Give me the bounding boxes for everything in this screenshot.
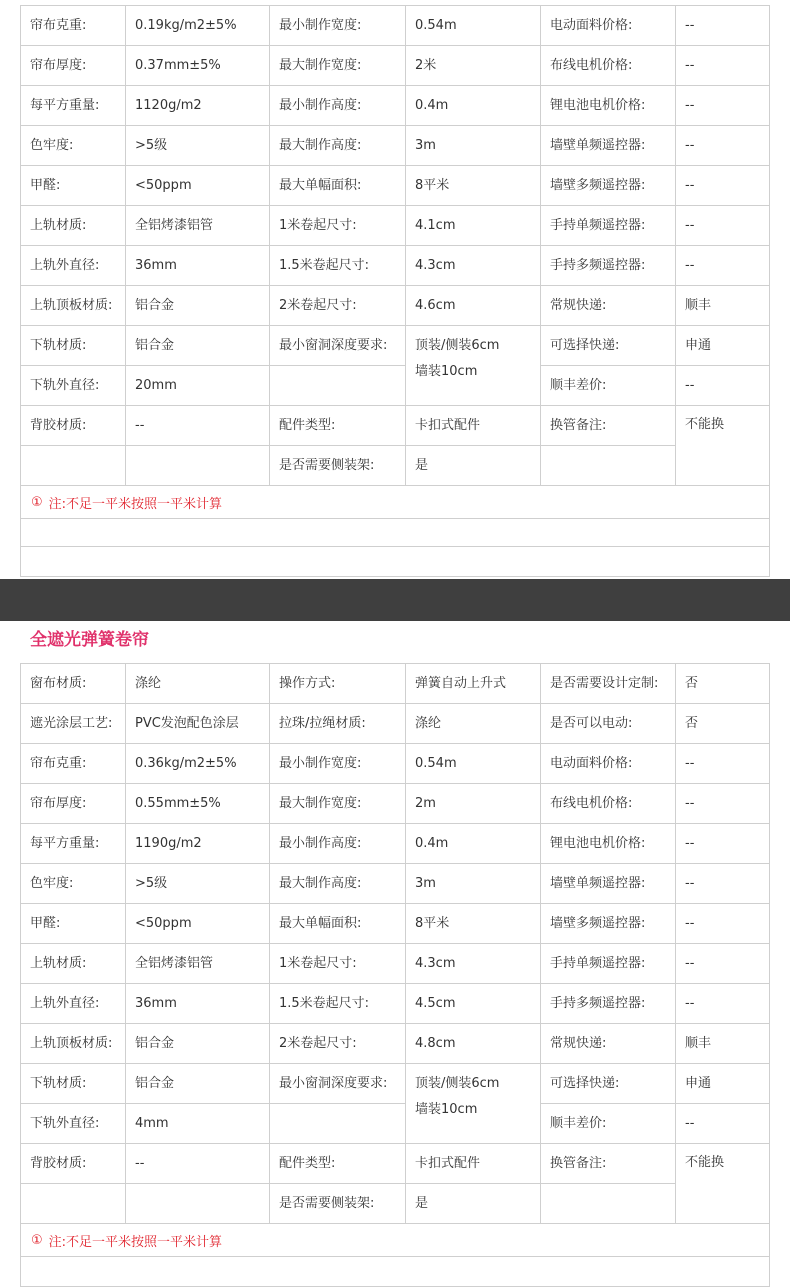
- spec-value: 全铝烤漆铝管: [125, 943, 270, 984]
- spec-value: --: [125, 1143, 270, 1184]
- spec-value: --: [675, 783, 770, 824]
- spec-label: 电动面料价格:: [540, 743, 676, 784]
- empty-cell: [269, 1103, 406, 1144]
- spec-value: 0.4m: [405, 85, 541, 126]
- spec-label: 2米卷起尺寸:: [269, 285, 406, 326]
- spec-label: 每平方重量:: [20, 823, 126, 864]
- spec-label: 电动面料价格:: [540, 5, 676, 46]
- spec-value: 不能换: [675, 1143, 770, 1224]
- spec-value: 卡扣式配件: [405, 405, 541, 446]
- spec-value: PVC发泡配色涂层: [125, 703, 270, 744]
- depth-top-side: 顶装/侧装6cm: [415, 1076, 500, 1091]
- spec-label: 可选择快递:: [540, 325, 676, 366]
- section-divider-band: [0, 579, 790, 621]
- spec-value: 否: [675, 663, 770, 704]
- spec-label: 最小窗洞深度要求:: [269, 325, 406, 366]
- spec-value: 8平米: [405, 903, 541, 944]
- spec-label: 顺丰差价:: [540, 365, 676, 406]
- empty-cell: [540, 1183, 676, 1224]
- spec-label: 常规快递:: [540, 285, 676, 326]
- spec-value: 申通: [675, 1063, 770, 1104]
- spec-value: 0.37mm±5%: [125, 45, 270, 86]
- spec-label: 最小制作高度:: [269, 85, 406, 126]
- circled-one-icon: ①: [31, 1232, 43, 1248]
- spec-value: 卡扣式配件: [405, 1143, 541, 1184]
- spec-value: --: [675, 245, 770, 286]
- spec-value: 4.3cm: [405, 943, 541, 984]
- spec-value: 全铝烤漆铝管: [125, 205, 270, 246]
- note-row: [20, 485, 770, 519]
- spec-value: 4.1cm: [405, 205, 541, 246]
- spec-value: 不能换: [675, 405, 770, 486]
- spec-label: 换管备注:: [540, 405, 676, 446]
- spec-label: 甲醛:: [20, 165, 126, 206]
- spec-label: 是否需要侧装架:: [269, 1183, 406, 1224]
- spec-value: 1190g/m2: [125, 823, 270, 864]
- spec-label: 下轨材质:: [20, 325, 126, 366]
- spec-label: 遮光涂层工艺:: [20, 703, 126, 744]
- empty-cell: [540, 445, 676, 486]
- spec-value: --: [675, 983, 770, 1024]
- spec-value: 顺丰: [675, 1023, 770, 1064]
- spec-value: 0.19kg/m2±5%: [125, 5, 270, 46]
- spec-value: 0.54m: [405, 743, 541, 784]
- spec-label: 手持单频遥控器:: [540, 943, 676, 984]
- spec-value-depth: [405, 1063, 541, 1144]
- spec-label: 最大单幅面积:: [269, 165, 406, 206]
- note-text: 注:不足一平米按照一平米计算: [48, 496, 223, 512]
- spec-label: 墙壁单频遥控器:: [540, 125, 676, 166]
- spec-label: 最大制作宽度:: [269, 783, 406, 824]
- spec-label: 下轨外直径:: [20, 365, 126, 406]
- spec-label: 最小窗洞深度要求:: [269, 1063, 406, 1104]
- spec-value: 0.54m: [405, 5, 541, 46]
- note-text: 注:不足一平米按照一平米计算: [48, 1234, 223, 1250]
- spec-label: 锂电池电机价格:: [540, 85, 676, 126]
- empty-cell: [20, 445, 126, 486]
- spec-label: 上轨顶板材质:: [20, 1023, 126, 1064]
- spec-value: 涤纶: [125, 663, 270, 704]
- spec-value: 4.3cm: [405, 245, 541, 286]
- spec-value: 铝合金: [125, 285, 270, 326]
- spec-value: 0.36kg/m2±5%: [125, 743, 270, 784]
- spec-label: 每平方重量:: [20, 85, 126, 126]
- spec-label: 是否需要侧装架:: [269, 445, 406, 486]
- spec-label: 下轨材质:: [20, 1063, 126, 1104]
- spec-label: 甲醛:: [20, 903, 126, 944]
- spec-label: 色牢度:: [20, 863, 126, 904]
- spec-label: 下轨外直径:: [20, 1103, 126, 1144]
- spec-label: 上轨外直径:: [20, 983, 126, 1024]
- spec-label: 操作方式:: [269, 663, 406, 704]
- spec-label: 换管备注:: [540, 1143, 676, 1184]
- spec-value: 8平米: [405, 165, 541, 206]
- spec-value: --: [675, 863, 770, 904]
- spec-value: 2米: [405, 45, 541, 86]
- spec-label: 2米卷起尺寸:: [269, 1023, 406, 1064]
- spec-label: 是否需要设计定制:: [540, 663, 676, 704]
- spec-value: 否: [675, 703, 770, 744]
- spec-value: 36mm: [125, 245, 270, 286]
- spec-value: --: [675, 743, 770, 784]
- spec-label: 最大制作高度:: [269, 125, 406, 166]
- spec-value: 是: [405, 445, 541, 486]
- spec-label: 上轨顶板材质:: [20, 285, 126, 326]
- spec-label: 拉珠/拉绳材质:: [269, 703, 406, 744]
- spec-value: 铝合金: [125, 1023, 270, 1064]
- spec-label: 1.5米卷起尺寸:: [269, 245, 406, 286]
- spec-value: 铝合金: [125, 1063, 270, 1104]
- spec-label: 最小制作宽度:: [269, 743, 406, 784]
- spec-label: 帘布厚度:: [20, 45, 126, 86]
- spec-value: --: [675, 85, 770, 126]
- spec-value: 4.6cm: [405, 285, 541, 326]
- depth-wall: 墙装10cm: [415, 364, 478, 379]
- empty-cell: [125, 445, 270, 486]
- spec-label: 1米卷起尺寸:: [269, 205, 406, 246]
- spec-value: --: [675, 943, 770, 984]
- spec-label: 配件类型:: [269, 405, 406, 446]
- spec-value: 20mm: [125, 365, 270, 406]
- spec-value: 36mm: [125, 983, 270, 1024]
- blank-row: [20, 518, 770, 547]
- spec-label: 布线电机价格:: [540, 45, 676, 86]
- spec-label: 上轨外直径:: [20, 245, 126, 286]
- spec-value: 3m: [405, 863, 541, 904]
- spec-label: 1米卷起尺寸:: [269, 943, 406, 984]
- spec-value: >5级: [125, 863, 270, 904]
- spec-label: 墙壁多频遥控器:: [540, 903, 676, 944]
- spec-label: 上轨材质:: [20, 205, 126, 246]
- spec-value: 申通: [675, 325, 770, 366]
- spec-value: 0.55mm±5%: [125, 783, 270, 824]
- spec-value: --: [125, 405, 270, 446]
- spec-label: 最大制作高度:: [269, 863, 406, 904]
- spec-label: 布线电机价格:: [540, 783, 676, 824]
- spec-label: 1.5米卷起尺寸:: [269, 983, 406, 1024]
- spec-value: --: [675, 5, 770, 46]
- depth-wall: 墙装10cm: [415, 1102, 478, 1117]
- spec-value: 4mm: [125, 1103, 270, 1144]
- spec-label: 最小制作高度:: [269, 823, 406, 864]
- spec-value: 0.4m: [405, 823, 541, 864]
- spec-label: 背胶材质:: [20, 405, 126, 446]
- spec-value: --: [675, 365, 770, 406]
- blank-row: [20, 546, 770, 577]
- spec-value: 1120g/m2: [125, 85, 270, 126]
- spec-label: 手持多频遥控器:: [540, 983, 676, 1024]
- spec-value: --: [675, 903, 770, 944]
- spec-value: 弹簧自动上升式: [405, 663, 541, 704]
- spec-value: 2m: [405, 783, 541, 824]
- empty-cell: [125, 1183, 270, 1224]
- spec-value: 铝合金: [125, 325, 270, 366]
- spec-value: 是: [405, 1183, 541, 1224]
- section-title: 全遮光弹簧卷帘: [30, 630, 149, 650]
- spec-label: 窗布材质:: [20, 663, 126, 704]
- spec-label: 是否可以电动:: [540, 703, 676, 744]
- spec-value: --: [675, 165, 770, 206]
- spec-label: 顺丰差价:: [540, 1103, 676, 1144]
- spec-label: 最大单幅面积:: [269, 903, 406, 944]
- spec-label: 手持单频遥控器:: [540, 205, 676, 246]
- spec-value: --: [675, 125, 770, 166]
- depth-top-side: 顶装/侧装6cm: [415, 338, 500, 353]
- spec-value: --: [675, 1103, 770, 1144]
- spec-value: --: [675, 823, 770, 864]
- spec-value: 涤纶: [405, 703, 541, 744]
- spec-label: 背胶材质:: [20, 1143, 126, 1184]
- spec-label: 墙壁单频遥控器:: [540, 863, 676, 904]
- spec-value: 顺丰: [675, 285, 770, 326]
- spec-value: 4.8cm: [405, 1023, 541, 1064]
- spec-label: 可选择快递:: [540, 1063, 676, 1104]
- spec-label: 锂电池电机价格:: [540, 823, 676, 864]
- empty-cell: [20, 1183, 126, 1224]
- spec-label: 常规快递:: [540, 1023, 676, 1064]
- spec-value: >5级: [125, 125, 270, 166]
- spec-label: 墙壁多频遥控器:: [540, 165, 676, 206]
- spec-label: 帘布克重:: [20, 743, 126, 784]
- spec-label: 上轨材质:: [20, 943, 126, 984]
- spec-value: <50ppm: [125, 165, 270, 206]
- empty-cell: [269, 365, 406, 406]
- spec-label: 最小制作宽度:: [269, 5, 406, 46]
- spec-value: <50ppm: [125, 903, 270, 944]
- spec-value: --: [675, 45, 770, 86]
- note-row: [20, 1223, 770, 1257]
- spec-value: 3m: [405, 125, 541, 166]
- spec-label: 配件类型:: [269, 1143, 406, 1184]
- spec-label: 最大制作宽度:: [269, 45, 406, 86]
- spec-label: 帘布厚度:: [20, 783, 126, 824]
- spec-label: 色牢度:: [20, 125, 126, 166]
- circled-one-icon: ①: [31, 494, 43, 510]
- spec-label: 帘布克重:: [20, 5, 126, 46]
- spec-value: 4.5cm: [405, 983, 541, 1024]
- spec-label: 手持多频遥控器:: [540, 245, 676, 286]
- spec-value: --: [675, 205, 770, 246]
- spec-value-depth: [405, 325, 541, 406]
